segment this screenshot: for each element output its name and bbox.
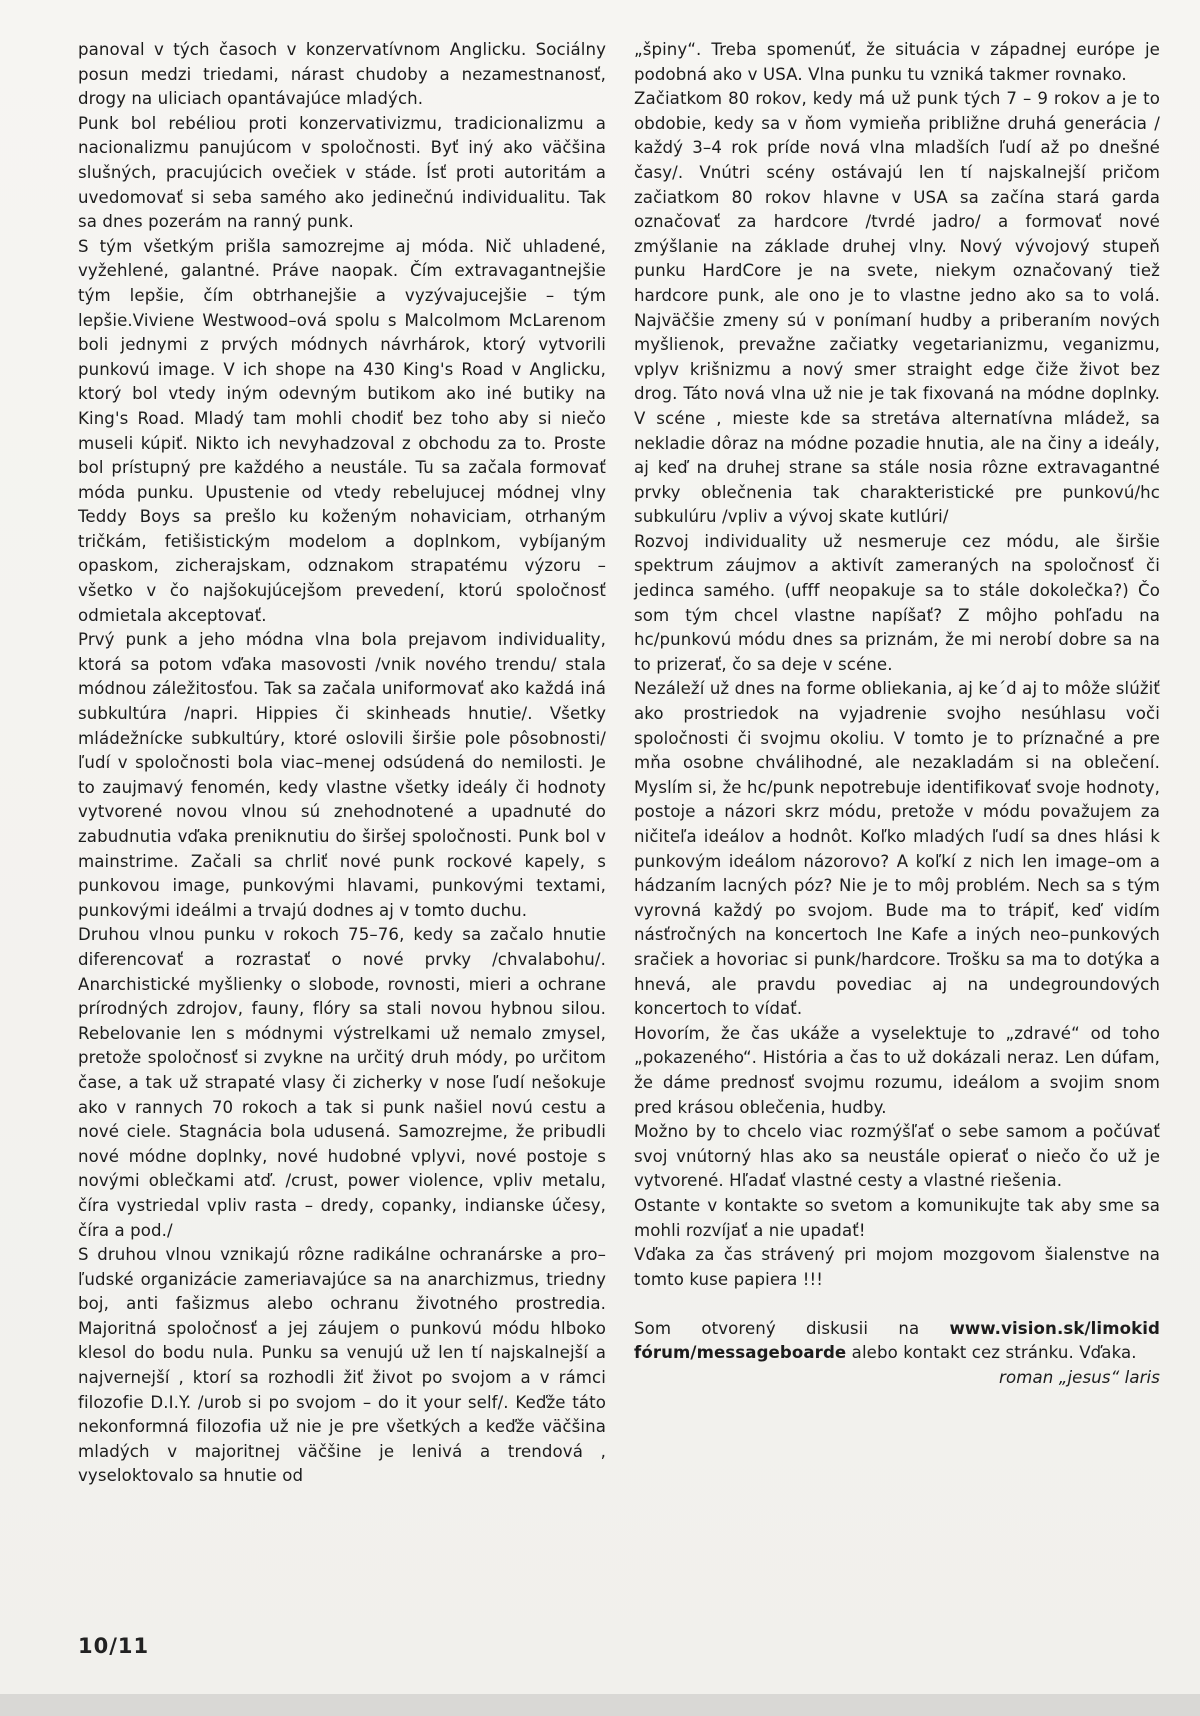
- paragraph: S druhou vlnou vznikajú rôzne radikálne ochranárske a pro–ľudské organizácie zameriavajúce sa na anarchizmus, triedny boj, anti fašizmus alebo ochranu životného prostredia. Majoritná spoločnosť a jej záujem o punkovú módu hlboko klesol do bodu nula. Punku sa venujú už len tí najskalnejší a najvernejší , ktorí sa rozhodli žiť život po svojom a v rámci filozofie D.I.Y. /urob si po svojom – do it your self/. Keďže táto nekonformná filozofia už nie je pre všetkých a keďže väčšina mladých v majoritnej väčšine je lenivá a trendová , vyseloktovalo sa hnutie od: [78, 1245, 606, 1486]
- right-text-column: [634, 38, 1160, 1391]
- contact-suffix: alebo kontakt cez stránku. Vďaka.: [846, 1343, 1137, 1363]
- author-signature: roman „jesus“ laris: [999, 1368, 1160, 1388]
- paragraph: S tým všetkým prišla samozrejme aj móda. Nič uhladené, vyžehlené, galantné. Práve naopak. Čím extravagantnejšie tým lepšie, čím obtrhanejšie a vyzývajucejšie – tým lepšie.Viviene Westwood–ová spolu s Malcolmom McLarenom boli jednymi z prvých módnych návrhárok, ktorý vytvorili punkovú image. V ich shope na 430 King's Road v Anglicku, ktorý bol vtedy iným odevným butikom ako iné butiky na King's Road. Mladý tam mohli chodiť bez toho aby si niečo museli kúpiť. Nikto ich nevyhadzoval z obchodu za to. Proste bol prístupný pre každého a neustále. Tu sa začala formovať móda punku. Upustenie od vtedy rebelujucej módnej vlny Teddy Boys sa prešlo ku koženým nohaviciam, otrhaným tričkám, fetišistickým modelom a doplnkom, vybíjaným opaskom, zicherajskam, odznakom strapatému výzoru – všetko v čo najšokujúcejšom prevedení, ktorú spoločnosť odmietala akceptovať.: [78, 236, 606, 625]
- paragraph: Možno by to chcelo viac rozmýšľať o sebe samom a počúvať svoj vnútorný hlas ako sa neustále opierať o niečo čo už je vytvorené. Hľadať vlastné cesty a vlastné riešenia.: [634, 1122, 1160, 1191]
- paragraph: Hovorím, že čas ukáže a vyselektuje to „zdravé“ od toho „pokazeného“. História a čas to už dokázali neraz. Len dúfam, že dáme prednosť svojmu rozumu, ideálom a svojim snom pred krásou oblečenia, hudby.: [634, 1023, 1160, 1117]
- paragraph: „špiny“. Treba spomenúť, že situácia v západnej európe je podobná ako v USA. Vlna punku tu vzniká takmer rovnako.: [634, 40, 1160, 84]
- paragraph: Druhou vlnou punku v rokoch 75–76, kedy sa začalo hnutie diferencovať a rozrastať o nové prvky /chvalabohu/. Anarchistické myšlienky o slobode, rovnosti, mieri a ochrane prírodných zdrojov, fauny, flóry sa stali novou hybnou silou. Rebelovanie len s módnymi výstrelkami už nemalo zmysel, pretože spoločnosť si zvykne na určitý druh módy, po určitom čase, a tak už strapaté vlasy či zicherky v nose ľudí nešokuje ako v rannych 70 rokoch a tak si punk našiel novú cestu a nové ciele. Stagnácia bola udusená. Samozrejme, že pribudli nové módne doplnky, nové hudobné vplyvi, nové postoje s novými oblečkami atď. /crust, power violence, vpliv metalu, číra vystriedal vpliv rasta – dredy, copanky, indianske účesy, číra a pod./: [78, 925, 606, 1240]
- paragraph: Prvý punk a jeho módna vlna bola prejavom individuality, ktorá sa potom vďaka masovosti /vnik nového trendu/ stala módnou záležitosťou. Tak sa začala uniformovať ako každá iná subkultúra /napri. Hippies či skinheads hnutie/. Všetky mládežnícke subkultúry, ktoré oslovili širšie pole pôsobnosti/ľudí v spoločnosti bola viac–menej odsúdená do nemilosti. Je to zaujmavý fenomén, kedy vlastne všetky ideály či hodnoty vytvorené novou vlnou sú znehodnotené a upadnuté do zabudnutia vďaka preniknutiu do širšej spoločnosti. Punk bol v mainstrime. Začali sa chrliť nové punk rockové kapely, s punkovou image, punkovými hlavami, punkovými textami, punkovými ideálmi a trvajú dodnes aj v tomto duchu.: [78, 630, 606, 920]
- website-link[interactable]: www.vision.sk/limokid: [949, 1318, 1160, 1338]
- paragraph: Vďaka za čas strávený pri mojom mozgovom šialenstve na tomto kuse papiera !!!: [634, 1245, 1160, 1289]
- paragraph: Začiatkom 80 rokov, kedy má už punk tých 7 – 9 rokov a je to obdobie, kedy sa v ňom vymieňa približne druhá generácia / každý 3–4 rok príde nová vlna mladších ľudí až po dnešné časy/. Vnútri scény ostávajú len tí najskalnejší pričom začiatkom 80 rokov hlavne v USA sa začína stará garda označovať za hardcore /tvrdé jadro/ a formovať nové zmýšlanie na základe druhej vlny. Nový vývojový stupeň punku HardCore je na svete, niekym označovaný tiež hardcore punk, ale ono je to vlastne jedno ako sa to volá. Najväčšie zmeny sú v ponímaní hudby a priberaním nových myšlienok, prevažne začiatky vegetarianizmu, veganizmu, vplyv krišnizmu a nový smer straight edge čiže život bez drog. Táto nová vlna už nie je tak fixovaná na módne doplnky. V scéne , mieste kde sa stretáva alternatívna mládež, sa nekladie dôraz na módne pozadie hnutia, ale na činy a ideály, aj keď na druhej strane sa stále nosia rôzne extravagantné prvky oblečnenia tak charakteristické pre punkovú/hc subkulúru /vpliv a vývoj skate kutlúri/: [634, 89, 1160, 527]
- left-text-column: [78, 38, 606, 1489]
- page-number: 10/11: [78, 1634, 150, 1658]
- forum-link[interactable]: fórum/messageboarde: [634, 1343, 847, 1363]
- scan-bottom-edge: [0, 1694, 1200, 1716]
- paragraph: Nezáleží už dnes na forme obliekania, aj ke´d aj to môže slúžiť ako prostriedok na vyjadrenie svojho nesúhlasu voči spoločnosti či svojmu okoliu. V tomto je to príznačné a pre mňa osobne chválihodné, ale nezakladám si na oblečení. Myslím si, že hc/punk nepotrebuje identifikovať svoje hodnoty, postoje a názori skrz módu, pretože v módu považujem za ničiteľa ideálov a hodnôt. Koľko mladých ľudí sa dnes hlási k punkovým ideálom názorovo? A koľkí z nich len image–om a hádzaním lacných póz? Nie je to môj problém. Nech sa s tým vyrovná každý po svojom. Bude ma to trápiť, keď vidím násťročných na koncertoch Ine Kafe a iných neo–punkových sračiek a hovoriac si punk/hardcore. Trošku sa ma to dotýka a hnevá, ale pravdu povediac aj na undegroundových koncertoch to vídať.: [634, 679, 1160, 1019]
- paragraph: panoval v tých časoch v konzervatívnom Anglicku. Sociálny posun medzi triedami, nárast chudoby a nezamestnanosť, drogy na uliciach opantávajúce mladých.: [78, 40, 606, 109]
- contact-paragraph: [634, 1317, 1160, 1366]
- paragraph: Ostante v kontakte so svetom a komunikujte tak aby sme sa mohli rozvíjať a nie upadať!: [634, 1195, 1160, 1240]
- paragraph: Rozvoj individuality už nesmeruje cez módu, ale širšie spektrum záujmov a aktivít zameraných na spoločnosť či jedinca samého. (ufff neopakuje sa to stále dokolečka?) Čo som tým chcel vlastne napíšať? Z môjho pohľadu na hc/punkovú módu dnes sa priznám, že mi nerobí dobre sa na to prizerať, čo sa deje v scéne.: [634, 531, 1160, 674]
- paragraph-spacer: [634, 1292, 1160, 1317]
- contact-prefix: Som otvorený diskusii na: [634, 1318, 950, 1338]
- paragraph: Punk bol rebéliou proti konzervativizmu, tradicionalizmu a nacionalizmu panujúcom v spoločnosti. Byť iný ako väčšina slušných, pracujúcich ovečiek v stáde. Ísť proti autoritám a uvedomovať si seba samého ako jedinečnú individualitu. Tak sa dnes pozerám na ranný punk.: [78, 113, 606, 232]
